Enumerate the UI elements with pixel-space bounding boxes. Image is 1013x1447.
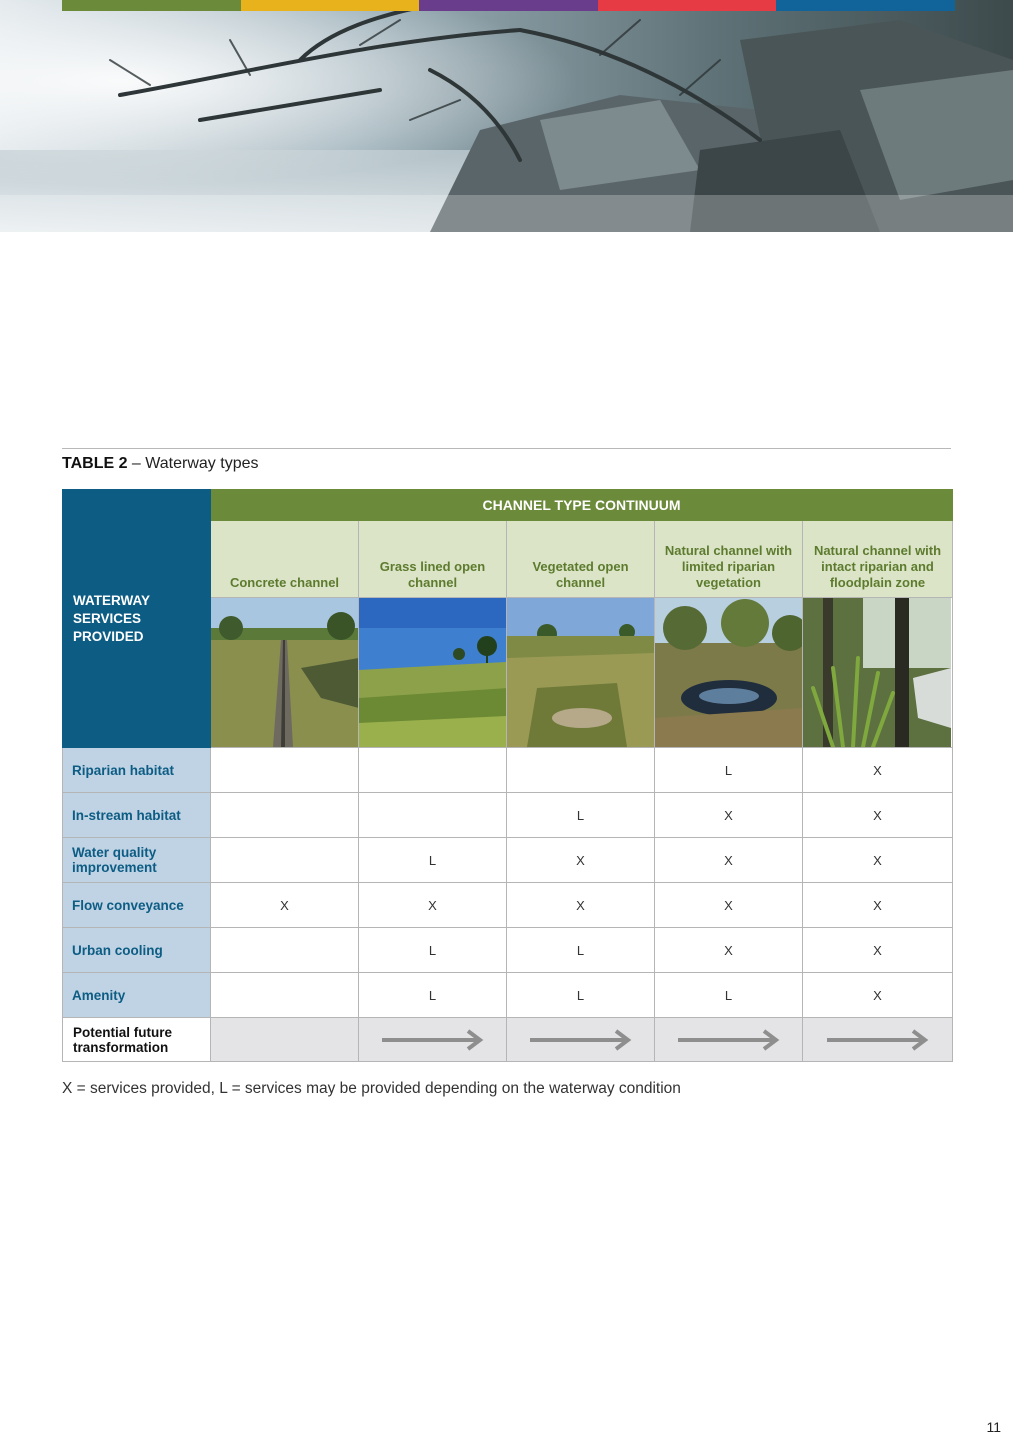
column-header-natural-limited: Natural channel with limited riparian vegetation — [655, 521, 803, 598]
value-cell — [359, 793, 507, 838]
value-cell: L — [507, 793, 655, 838]
photo-natural-limited-channel — [655, 598, 803, 748]
value-cell: X — [507, 838, 655, 883]
value-cell — [507, 748, 655, 793]
value-cell — [211, 973, 359, 1018]
transformation-label: Potential future transformation — [63, 1018, 211, 1062]
value-cell: X — [803, 838, 953, 883]
hero-photo — [0, 0, 1013, 232]
strip-red — [598, 0, 777, 11]
value-cell: X — [803, 928, 953, 973]
value-cell: L — [359, 838, 507, 883]
value-cell: X — [655, 883, 803, 928]
value-cell: X — [803, 793, 953, 838]
value-cell: X — [803, 973, 953, 1018]
arrow-right-icon — [674, 1027, 784, 1053]
table-caption — [62, 455, 259, 473]
arrow-right-icon — [378, 1027, 488, 1053]
photo-vegetated-channel — [507, 598, 655, 748]
strip-blue — [776, 0, 955, 11]
strip-purple — [419, 0, 598, 11]
service-label: Amenity — [63, 973, 211, 1018]
value-cell: X — [803, 748, 953, 793]
transformation-cell — [655, 1018, 803, 1062]
value-cell: L — [655, 973, 803, 1018]
value-cell — [211, 928, 359, 973]
service-label: In-stream habitat — [63, 793, 211, 838]
transformation-cell — [507, 1018, 655, 1062]
value-cell: X — [211, 883, 359, 928]
strip-green — [62, 0, 241, 11]
waterway-types-table — [62, 489, 953, 1062]
value-cell: L — [507, 928, 655, 973]
service-label: Urban cooling — [63, 928, 211, 973]
page-number: 11 — [986, 1419, 1001, 1435]
table-row — [63, 748, 953, 793]
service-label: Riparian habitat — [63, 748, 211, 793]
value-cell — [359, 748, 507, 793]
transformation-cell — [359, 1018, 507, 1062]
table-row — [63, 973, 953, 1018]
value-cell: X — [655, 838, 803, 883]
value-cell: L — [359, 928, 507, 973]
value-cell: L — [359, 973, 507, 1018]
value-cell: X — [655, 793, 803, 838]
service-label: Water quality improvement — [63, 838, 211, 883]
arrow-right-icon — [526, 1027, 636, 1053]
table-row — [63, 928, 953, 973]
column-header-vegetated: Vegetated open channel — [507, 521, 655, 598]
value-cell: X — [803, 883, 953, 928]
table-caption-label: TABLE 2 — [62, 455, 128, 472]
column-header-concrete: Concrete channel — [211, 521, 359, 598]
color-strip — [62, 0, 955, 11]
transformation-cell-empty — [211, 1018, 359, 1062]
value-cell: X — [655, 928, 803, 973]
value-cell: L — [507, 973, 655, 1018]
photo-grass-lined-channel — [359, 598, 507, 748]
row-header-title: WATERWAY SERVICES PROVIDED — [63, 490, 211, 748]
value-cell — [211, 748, 359, 793]
continuum-title: CHANNEL TYPE CONTINUUM — [211, 490, 953, 521]
table-row — [63, 793, 953, 838]
strip-yellow — [241, 0, 420, 11]
transformation-row — [63, 1018, 953, 1062]
value-cell: L — [655, 748, 803, 793]
transformation-cell — [803, 1018, 953, 1062]
table-footnote: X = services provided, L = services may be provided depending on the waterway condition — [62, 1080, 681, 1097]
table-row — [63, 883, 953, 928]
value-cell — [211, 838, 359, 883]
column-header-grass-lined: Grass lined open channel — [359, 521, 507, 598]
value-cell — [211, 793, 359, 838]
table-row — [63, 838, 953, 883]
value-cell: X — [359, 883, 507, 928]
service-label: Flow conveyance — [63, 883, 211, 928]
value-cell: X — [507, 883, 655, 928]
arrow-right-icon — [823, 1027, 933, 1053]
column-header-natural-intact: Natural channel with intact riparian and floodplain zone — [803, 521, 953, 598]
table-caption-text: – Waterway types — [127, 455, 259, 472]
photo-concrete-channel — [211, 598, 359, 748]
photo-natural-intact-channel — [803, 598, 953, 748]
caption-rule — [62, 448, 951, 449]
